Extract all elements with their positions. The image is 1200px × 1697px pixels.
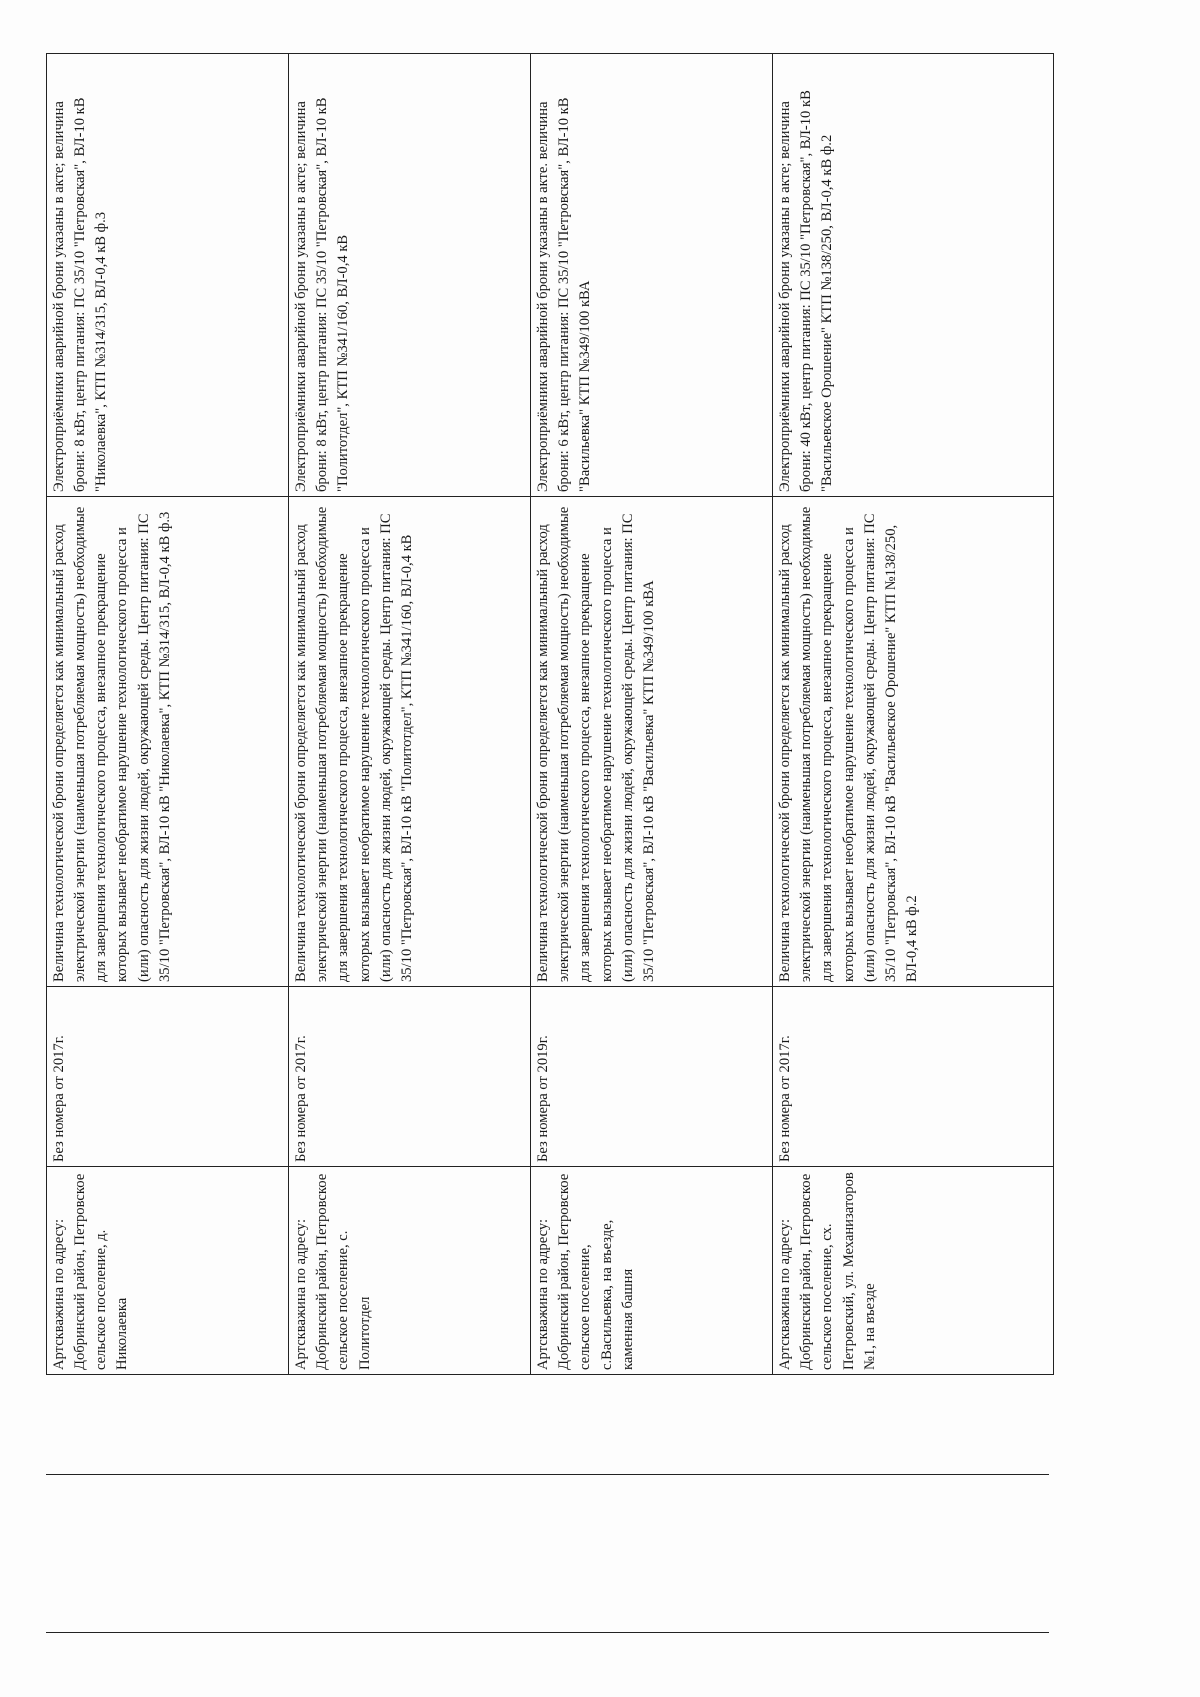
rule-line-top [46, 1474, 1049, 1475]
object-cell [289, 1167, 531, 1375]
act-text: Без номера от 2017г. [777, 1035, 794, 1162]
tech-reserve-cell [289, 497, 531, 987]
emergency-reserve-text: Электроприёмники аварийной брони указаны в акте; величина брони: 8 кВт, центр питания: ПС 35/10 "Петровская", ВЛ-10 кВ "Политотдел", КТП №341/160, ВЛ-0,4 кВ [293, 97, 352, 492]
table-row [531, 54, 773, 1375]
table-row [289, 54, 531, 1375]
act-text: Без номера от 2017г. [51, 1035, 67, 1162]
tech-reserve-text: Величина технологической брони определяется как минимальный расход электрической энергии (наименьшая потребляемая мощность) необходимые для завершения технологического процесса, внезапное прекращение которых вызывает необратимое нарушение технологического процесса и (или) опасность для жизни людей, окружающей среды. Центр питания: ПС 35/10 "Петровская", ВЛ-10 кВ "Васильевское Орошение" КТП №138/250, ВЛ-0,4 кВ ф.2 [777, 506, 921, 982]
emergency-reserve-cell [531, 54, 773, 497]
act-cell [531, 987, 773, 1167]
tech-reserve-text: Величина технологической брони определяется как минимальный расход электрической энергии (наименьшая потребляемая мощность) необходимые для завершения технологического процесса, внезапное прекращение которых вызывает необратимое нарушение технологического процесса и (или) опасность для жизни людей, окружающей среды. Центр питания: ПС 35/10 "Петровская", ВЛ-10 кВ "Политотдел", КТП №341/160, ВЛ-0,4 кВ [293, 506, 415, 982]
reserve-table [46, 53, 1054, 1375]
tech-reserve-text: Величина технологической брони определяется как минимальный расход электрической энергии (наименьшая потребляемая мощность) необходимые для завершения технологического процесса, внезапное прекращение которых вызывает необратимое нарушение технологического процесса и (или) опасность для жизни людей, окружающей среды. Центр питания: ПС 35/10 "Петровская", ВЛ-10 кВ "Николаевка", КТП №314/315, ВЛ-0,4 кВ ф.3 [51, 506, 173, 982]
object-text: Артскважина по адресу: Добринский район, Петровское сельское поселение, д. Николаевка [51, 1173, 131, 1370]
act-cell [289, 987, 531, 1167]
act-text: Без номера от 2017г. [293, 1035, 310, 1162]
emergency-reserve-text: Электроприёмники аварийной брони указаны в акте; величина брони: 40 кВт, центр питания: ПС 35/10 "Петровская", ВЛ-10 кВ "Васильевское Орошение" КТП №138/250, ВЛ-0,4 кВ ф.2 [777, 90, 836, 492]
table-row [773, 54, 1054, 1375]
act-cell [47, 987, 289, 1167]
object-text: Артскважина по адресу: Добринский район, Петровское сельское поселение, с.Васильевка, на въезде, каменная башня [535, 1173, 636, 1370]
object-text: Артскважина по адресу: Добринский район, Петровское сельское поселение, с. Политотдел [293, 1173, 373, 1370]
object-text: Артскважина по адресу: Добринский район, Петровское сельское поселение, сх. Петровский, ул. Механизаторов №1, на въезде [777, 1172, 878, 1370]
emergency-reserve-cell [773, 54, 1054, 497]
rule-line-bottom [46, 1632, 1049, 1633]
object-cell [531, 1167, 773, 1375]
tech-reserve-cell [47, 497, 289, 987]
tech-reserve-text: Величина технологической брони определяется как минимальный расход электрической энергии (наименьшая потребляемая мощность) необходимые для завершения технологического процесса, внезапное прекращение которых вызывает необратимое нарушение технологического процесса и (или) опасность для жизни людей, окружающей среды. Центр питания: ПС 35/10 "Петровская", ВЛ-10 кВ "Васильевка" КТП №349/100 кВА [535, 506, 657, 982]
emergency-reserve-text: Электроприёмники аварийной брони указаны в акте. величина брони: 6 кВт, центр питания: ПС 35/10 "Петровская", ВЛ-10 кВ "Васильевка" КТП №349/100 кВА [535, 97, 594, 492]
act-text: Без номера от 2019г. [535, 1035, 552, 1162]
object-cell [773, 1167, 1054, 1375]
rotated-table-container [46, 54, 1054, 1375]
emergency-reserve-text: Электроприёмники аварийной брони указаны в акте; величина брони: 8 кВт, центр питания: ПС 35/10 "Петровская", ВЛ-10 кВ "Николаевка", КТП №314/315, ВЛ-0,4 кВ ф.3 [51, 97, 110, 492]
emergency-reserve-cell [289, 54, 531, 497]
emergency-reserve-cell [47, 54, 289, 497]
tech-reserve-cell [531, 497, 773, 987]
object-cell [47, 1167, 289, 1375]
act-cell [773, 987, 1054, 1167]
tech-reserve-cell [773, 497, 1054, 987]
table-row [47, 54, 289, 1375]
